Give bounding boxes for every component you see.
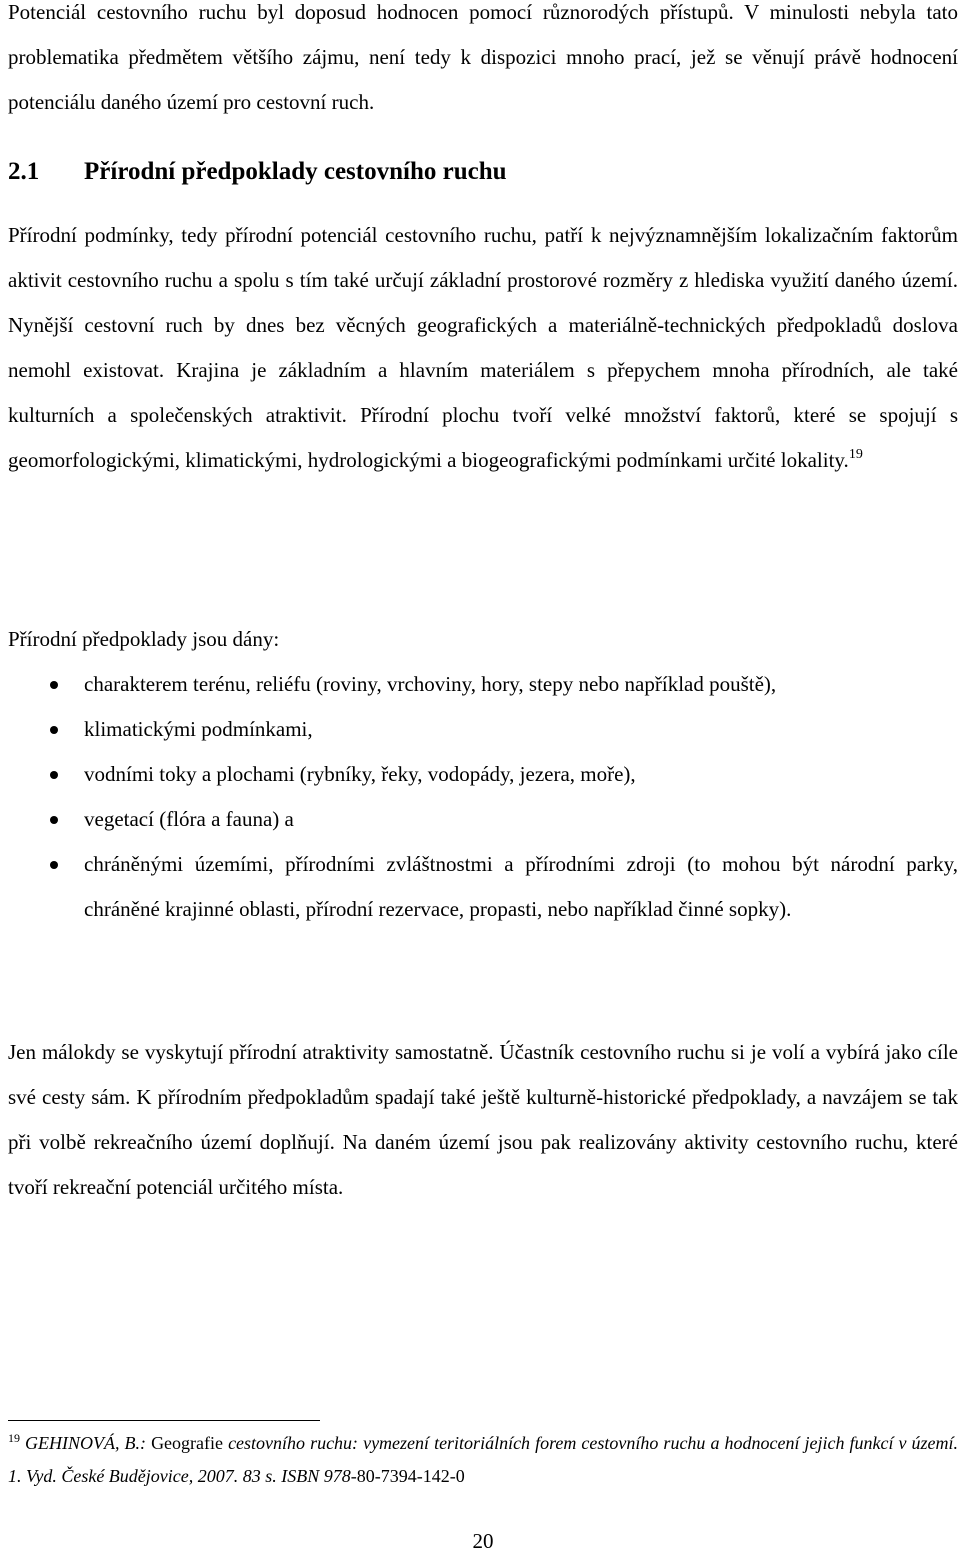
list-item: klimatickými podmínkami, <box>8 707 958 752</box>
bullet-icon <box>50 726 58 734</box>
footnote <box>8 1427 958 1493</box>
section-number: 2.1 <box>8 158 40 185</box>
footnote-isbn: -80-7394-142-0 <box>350 1466 465 1486</box>
list-intro: Přírodní předpoklady jsou dány: <box>8 627 280 651</box>
footnote-divider <box>8 1420 320 1421</box>
list-item: vegetací (flóra a fauna) a <box>8 797 958 842</box>
natural-conditions-paragraph <box>8 213 958 483</box>
list-item: vodními toky a plochami (rybníky, řeky, vodopády, jezera, moře), <box>8 752 958 797</box>
footnote-title-start: Geografie <box>151 1433 224 1453</box>
intro-paragraph: Potenciál cestovního ruchu byl doposud hodnocen pomocí různorodých přístupů. V minulosti nebyla tato problematika předmětem většího zájmu, není tedy k dispozici mnoho prací, jež se věnují právě hodnocení potenciálu daného území pro cestovní ruch. <box>8 0 958 114</box>
section-title: Přírodní předpoklady cestovního ruchu <box>84 158 507 185</box>
attractions-paragraph: Jen málokdy se vyskytují přírodní atraktivity samostatně. Účastník cestovního ruchu si je volí a vybírá jako cíle své cesty sám. K přírodním předpokladům spadají také ještě kulturně-historické předpoklady, a navzájem se tak při volbě rekreačního území doplňují. Na daném území jsou pak realizovány aktivity cestovního ruchu, které tvoří rekreační potenciál určitého místa. <box>8 1040 958 1199</box>
page-number: 20 <box>472 1529 494 1553</box>
bullet-icon <box>50 681 58 689</box>
bullet-icon <box>50 861 58 869</box>
natural-conditions-text: Přírodní podmínky, tedy přírodní potenciál cestovního ruchu, patří k nejvýznamnějším lokalizačním faktorům aktivit cestovního ruchu a spolu s tím také určují základní prostorové rozměry z hlediska využití daného území. Nynější cestovní ruch by dnes bez věcných geografických a materiálně-technických předpokladů doslova nemohl existovat. Krajina je základním a hlavním materiálem s přepychem mnoha přírodních, ale také kulturních a společenských atraktivit. Přírodní plochu tvoří velké množství faktorů, které se spojují s geomorfologickými, klimatickými, hydrologickými a biogeografickými podmínkami určité lokality. <box>8 223 958 472</box>
footnote-reference[interactable]: 19 <box>848 447 863 462</box>
natural-prerequisites-list <box>8 662 958 932</box>
list-item: charakterem terénu, reliéfu (roviny, vrchoviny, hory, stepy nebo například pouště), <box>8 662 958 707</box>
section-heading <box>8 152 507 192</box>
footnote-title: cestovního ruchu: vymezení teritoriálních forem cestovního ruchu a hodnocení jejich funkcí v území. 1. Vyd. České Budějovice, 2007. 83 s. ISBN 978 <box>8 1433 959 1486</box>
list-item: chráněnými územími, přírodními zvláštnostmi a přírodními zdroji (to mohou být národní parky, chráněné krajinné oblasti, přírodní rezervace, propasti, nebo například činné sopky). <box>8 842 958 932</box>
bullet-icon <box>50 816 58 824</box>
bullet-icon <box>50 771 58 779</box>
footnote-author: GEHINOVÁ, B.: <box>25 1433 147 1453</box>
footnote-number: 19 <box>8 1431 20 1445</box>
